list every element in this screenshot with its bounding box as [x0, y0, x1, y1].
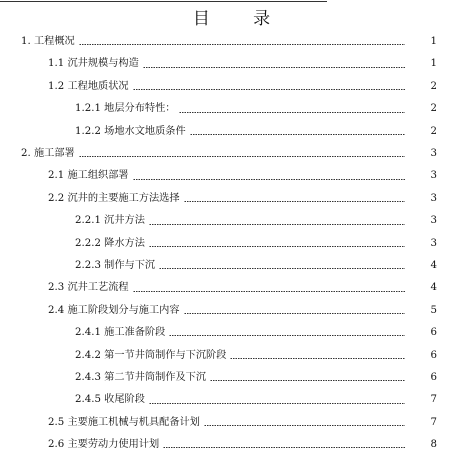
- dot-leader: [184, 313, 405, 314]
- toc-entry-page: 4: [430, 260, 437, 271]
- dot-leader: [204, 425, 405, 426]
- dot-leader: [149, 224, 405, 225]
- toc-entry-label: 2.2 沉井的主要施工方法选择: [48, 192, 180, 204]
- toc-entry-label: 1. 工程概况: [21, 36, 75, 48]
- toc-entry-label: 1.2 工程地质状况: [48, 80, 129, 92]
- toc-entry-label: 2.1 施工组织部署: [48, 170, 129, 182]
- toc-entry-label: 1.1 沉井规模与构造: [48, 58, 139, 70]
- toc-entry-label: 2.4.2 第一节井筒制作与下沉阶段: [75, 349, 227, 361]
- toc-entry-page: 1: [430, 36, 437, 48]
- toc-entry-page: 3: [430, 215, 437, 227]
- toc-entry-label: 2.4.5 收尾阶段: [75, 394, 145, 406]
- toc-entry[interactable]: [0, 344, 463, 366]
- toc-entry[interactable]: [0, 233, 463, 255]
- toc-entry[interactable]: [0, 277, 463, 299]
- toc-entry-label: 2. 施工部署: [21, 148, 75, 160]
- toc-entry-label: 2.2.3 制作与下沉: [75, 260, 156, 271]
- toc-title: 目 录: [192, 9, 271, 29]
- toc-entry-page: 7: [430, 394, 437, 406]
- toc-entry-label: 2.2.1 沉井方法: [75, 215, 145, 227]
- dot-leader: [210, 380, 405, 381]
- toc-entry[interactable]: [0, 434, 463, 456]
- toc-entry-label: 2.6 主要劳动力使用计划: [48, 439, 160, 451]
- dot-leader: [149, 403, 405, 404]
- toc-entry-page: 2: [430, 80, 437, 92]
- toc-entry-label: 2.2.2 降水方法: [75, 237, 145, 249]
- toc-entry-page: 5: [430, 304, 437, 316]
- dot-leader: [149, 246, 405, 247]
- toc-entry-label: 2.3 沉井工艺流程: [48, 282, 129, 294]
- toc-entry[interactable]: [0, 412, 463, 434]
- dot-leader: [133, 291, 405, 292]
- toc-entry[interactable]: [0, 53, 463, 75]
- dot-leader: [169, 335, 405, 336]
- dot-leader: [190, 134, 405, 135]
- toc-entry[interactable]: [0, 76, 463, 98]
- toc-entry[interactable]: [0, 188, 463, 210]
- toc-entry[interactable]: [0, 210, 463, 232]
- toc-entry[interactable]: [0, 389, 463, 411]
- dot-leader: [133, 179, 405, 180]
- toc-entry-label: 1.2.1 地层分布特性：: [75, 103, 176, 115]
- toc-entry-label: 2.4.3 第二节井筒制作及下沉: [75, 371, 207, 383]
- toc-entry[interactable]: [0, 98, 463, 120]
- toc-entry[interactable]: [0, 31, 463, 53]
- toc-entry-label: 1.2.2 场地水文地质条件: [75, 125, 186, 137]
- toc-entry-page: 6: [430, 371, 437, 383]
- toc-entry-label: 2.4 施工阶段划分与施工内容: [48, 304, 180, 316]
- dot-leader: [79, 156, 405, 157]
- toc-entry-page: 3: [430, 192, 437, 204]
- toc-entry-page: 3: [430, 170, 437, 182]
- toc-entry-label: 2.5 主要施工机械与机具配备计划: [48, 416, 200, 428]
- dot-leader: [179, 112, 405, 113]
- toc-entry[interactable]: [0, 300, 463, 322]
- toc-entry[interactable]: [0, 143, 463, 165]
- dot-leader: [79, 44, 405, 45]
- dot-leader: [230, 358, 405, 359]
- dot-leader: [143, 67, 405, 68]
- toc-entry[interactable]: [0, 121, 463, 143]
- dot-leader: [133, 89, 405, 90]
- toc-entry-label: 2.4.1 施工准备阶段: [75, 327, 166, 339]
- dot-leader: [159, 268, 405, 269]
- toc-entry-page: 4: [430, 282, 437, 294]
- header-rule: [0, 1, 327, 2]
- dot-leader: [163, 447, 405, 448]
- table-of-contents: [0, 31, 463, 456]
- toc-entry-page: 6: [430, 349, 437, 361]
- toc-entry[interactable]: [0, 255, 463, 277]
- toc-entry[interactable]: [0, 367, 463, 389]
- toc-entry-page: 6: [430, 327, 437, 339]
- toc-entry-page: 2: [430, 103, 437, 115]
- toc-entry-page: 7: [430, 416, 437, 428]
- toc-entry-page: 3: [430, 237, 437, 249]
- toc-entry[interactable]: [0, 165, 463, 187]
- toc-entry-page: 1: [430, 58, 437, 70]
- toc-entry[interactable]: [0, 322, 463, 344]
- toc-entry-page: 2: [430, 125, 437, 137]
- toc-entry-page: 3: [430, 148, 437, 160]
- dot-leader: [184, 201, 405, 202]
- toc-entry-page: 8: [430, 439, 437, 451]
